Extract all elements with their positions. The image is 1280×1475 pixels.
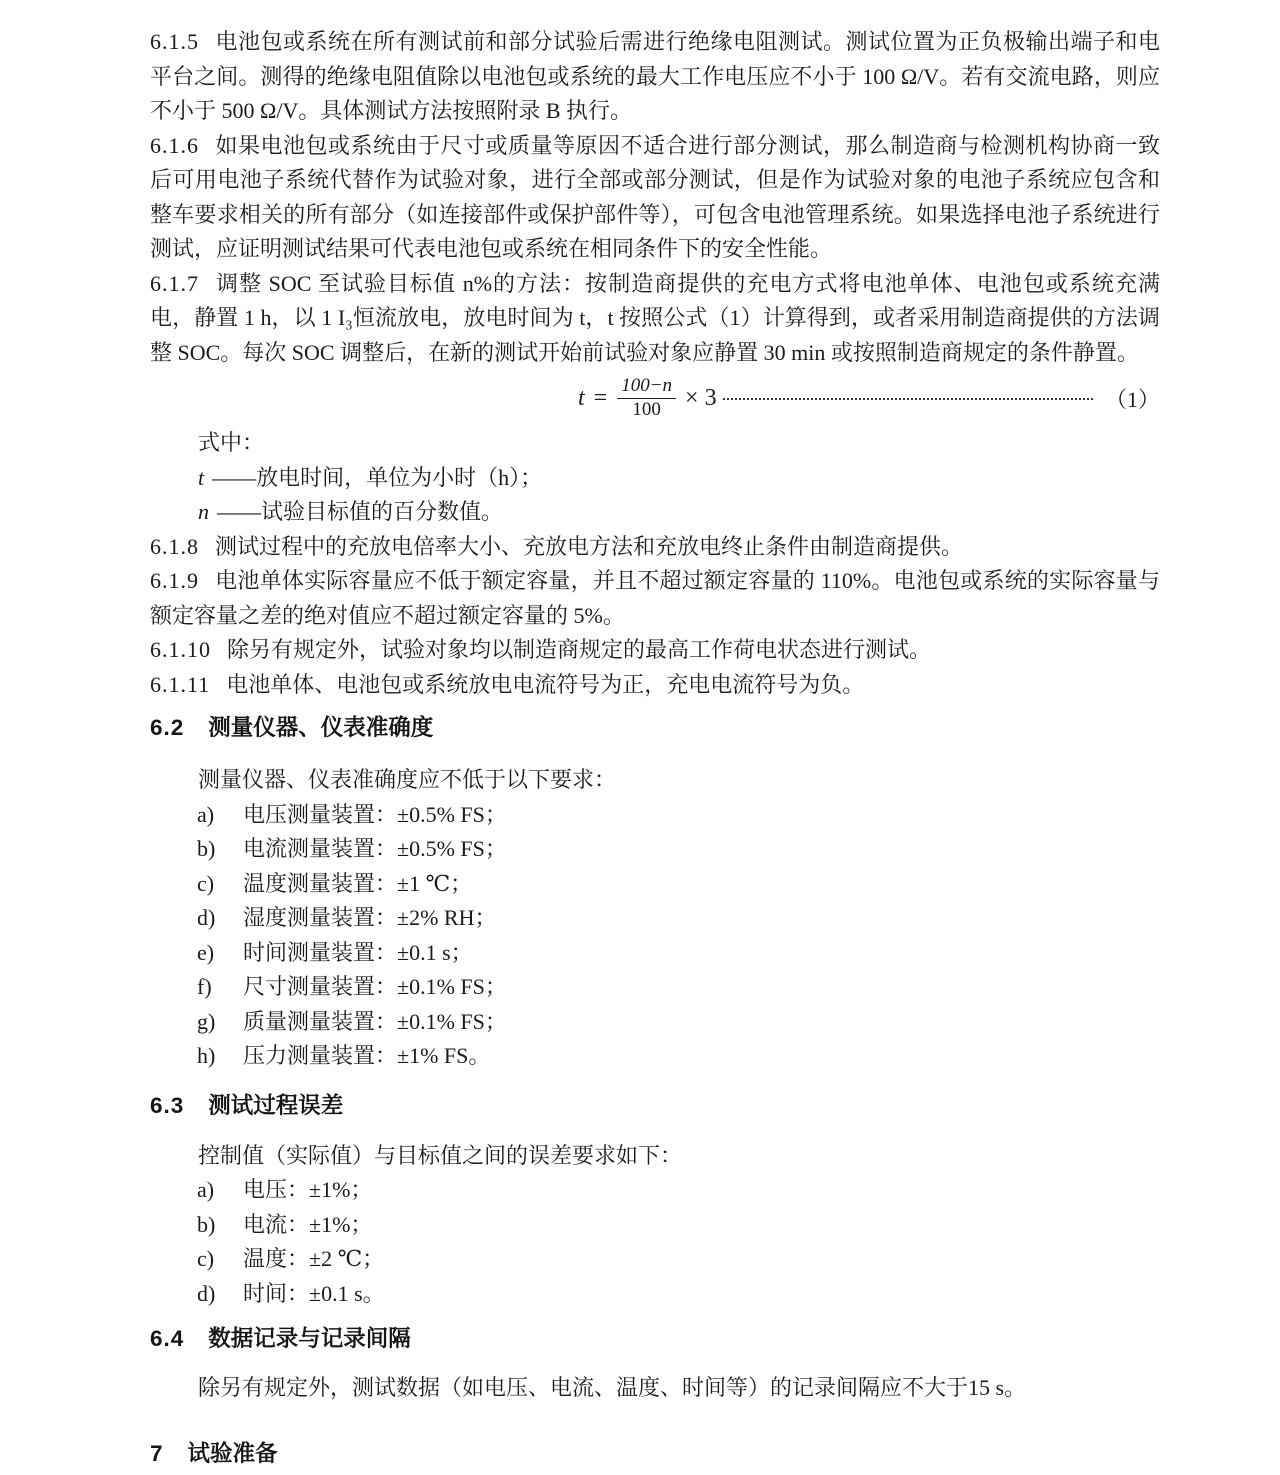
where-definition-t — [150, 461, 1160, 496]
clause-6-1-7 — [150, 267, 1160, 371]
section-title: 数据记录与记录间隔 — [208, 1326, 411, 1351]
section-heading-6-2 — [150, 713, 1160, 743]
list-item-text: 时间：±0.1 s。 — [243, 1280, 385, 1306]
section-6-3-intro: 控制值（实际值）与目标值之间的误差要求如下： — [198, 1142, 683, 1168]
section-number: 6.2 — [150, 715, 185, 740]
where-label: 式中： — [198, 430, 265, 455]
clause-text: 电池包或系统在所有测试前和部分试验后需进行绝缘电阻测试。测试位置为正负极输出端子和电平台之间。测得的绝缘电阻值除以电池包或系统的最大工作电压应不小于 100 Ω/V。若有交流电路，则应不小于 500 Ω/V。具体测试方法按照附录 B 执行。 — [150, 29, 1160, 123]
symbol-t: t — [198, 464, 205, 490]
list-item-text: 时间测量装置：±0.1 s； — [243, 939, 473, 965]
clause-text: 测试过程中的充放电倍率大小、充放电方法和充放电终止条件由制造商提供。 — [215, 533, 964, 559]
list-item — [150, 832, 1160, 867]
fraction-denominator: 100 — [632, 398, 661, 420]
list-item-label: a) — [197, 801, 215, 827]
clause-6-1-9 — [150, 564, 1160, 633]
clause-number: 6.1.10 — [150, 637, 211, 662]
equation-number: （1） — [1104, 386, 1160, 412]
list-item-text: 质量测量装置：±0.1% FS； — [243, 1008, 507, 1034]
clause-6-1-10 — [150, 633, 1160, 668]
clause-number: 6.1.11 — [150, 671, 211, 697]
where-definition-n — [150, 495, 1160, 530]
list-item-text: 湿度测量装置：±2% RH； — [243, 905, 497, 930]
clause-6-1-6 — [150, 129, 1160, 267]
list-item-label: b) — [197, 1211, 216, 1237]
list-item — [150, 1005, 1160, 1040]
list-item-label: a) — [197, 1177, 215, 1202]
section-number: 7 — [150, 1440, 164, 1466]
equation-lhs: t — [578, 384, 585, 411]
section-heading-7 — [150, 1439, 1160, 1469]
list-item-text: 电压测量装置：±0.5% FS； — [243, 801, 507, 827]
list-item-label: e) — [197, 939, 215, 965]
list-item-label: g) — [197, 1008, 216, 1034]
clause-number: 6.1.5 — [150, 29, 199, 54]
list-item-label: h) — [197, 1043, 216, 1068]
list-item-label: b) — [197, 836, 216, 861]
list-item — [150, 1277, 1160, 1312]
clause-6-1-11 — [150, 668, 1160, 703]
list-item-label: f) — [197, 974, 212, 999]
list-item — [150, 867, 1160, 902]
document-page — [150, 25, 1160, 1469]
section-heading-6-3 — [150, 1091, 1160, 1121]
list-item-label: d) — [197, 905, 216, 930]
clause-text: 电池单体、电池包或系统放电电流符号为正，充电电流符号为负。 — [226, 671, 865, 697]
clause-6-1-5 — [150, 25, 1160, 129]
list-item-label: c) — [197, 870, 215, 896]
list-item — [150, 970, 1160, 1005]
clause-number: 6.1.9 — [150, 568, 199, 593]
symbol-n: n — [198, 499, 209, 524]
list-item — [150, 798, 1160, 833]
list-item — [150, 1208, 1160, 1243]
list-item-label: d) — [197, 1280, 216, 1306]
list-item-text: 电流：±1%； — [243, 1211, 373, 1237]
list-item-text: 电压：±1%； — [243, 1177, 373, 1202]
fraction — [617, 375, 676, 421]
list-item — [150, 1173, 1160, 1208]
clause-text: 电池单体实际容量应不低于额定容量，并且不超过额定容量的 110%。电池包或系统的实际容量与额定容量之差的绝对值应不超过额定容量的 5%。 — [150, 568, 1160, 628]
section-heading-6-4 — [150, 1324, 1160, 1354]
list-item — [150, 1242, 1160, 1277]
list-item — [150, 901, 1160, 936]
dot-leader — [723, 398, 1093, 400]
list-item-text: 温度测量装置：±1 ℃； — [243, 870, 473, 896]
list-item-text: 尺寸测量装置：±0.1% FS； — [243, 974, 507, 999]
clause-text: 除另有规定外，试验对象均以制造商规定的最高工作荷电状态进行测试。 — [227, 637, 932, 662]
equals-sign: = — [593, 384, 608, 411]
section-number: 6.4 — [150, 1326, 185, 1351]
section-title: 试验准备 — [187, 1440, 278, 1466]
list-item-label: c) — [197, 1246, 215, 1271]
clause-text: 如果电池包或系统由于尺寸或质量等原因不适合进行部分测试，那么制造商与检测机构协商一致后可用电池子系统代替作为试验对象，进行全部或部分测试，但是作为试验对象的电池子系统应包含和整车要求相关的所有部分（如连接部件或保护部件等），可包含电池管理系统。如果选择电池子系统进行测试，应证明测试结果可代表电池包或系统在相同条件下的安全性能。 — [150, 132, 1160, 261]
section-title: 测试过程误差 — [208, 1092, 344, 1118]
fraction-numerator: 100−n — [617, 375, 676, 398]
definition-text: ——放电时间，单位为小时（h）； — [212, 464, 543, 490]
clause-number: 6.1.6 — [150, 132, 199, 158]
clause-text: 调整 SOC 至试验目标值 n%的方法：按制造商提供的充电方式将电池单体、电池包或系统充满电，静置 1 h，以 1 I₃恒流放电，放电时间为 t，t 按照公式（1）计算得到，或者采用制造商提供的方法调整 SOC。每次 SOC 调整后，在新的测试开始前试验对象应静置 30 min 或按照制造商规定的条件静置。 — [150, 270, 1160, 365]
section-6-4-body: 除另有规定外，测试数据（如电压、电流、温度、时间等）的记录间隔应不大于15 s。 — [198, 1375, 1027, 1400]
list-item-text: 电流测量装置：±0.5% FS； — [243, 836, 507, 861]
clause-number: 6.1.7 — [150, 270, 199, 296]
equation-rhs: × 3 — [685, 384, 717, 411]
section-number: 6.3 — [150, 1092, 185, 1118]
definition-text: ——试验目标值的百分数值。 — [217, 499, 504, 524]
section-title: 测量仪器、仪表准确度 — [208, 715, 434, 740]
clause-6-1-8 — [150, 530, 1160, 565]
list-item — [150, 1039, 1160, 1074]
list-item-text: 温度：±2 ℃； — [243, 1246, 385, 1271]
equation-1 — [150, 372, 1160, 424]
list-item — [150, 936, 1160, 971]
section-6-2-intro: 测量仪器、仪表准确度应不低于以下要求： — [198, 767, 617, 792]
clause-number: 6.1.8 — [150, 533, 199, 559]
list-item-text: 压力测量装置：±1% FS。 — [243, 1043, 491, 1068]
